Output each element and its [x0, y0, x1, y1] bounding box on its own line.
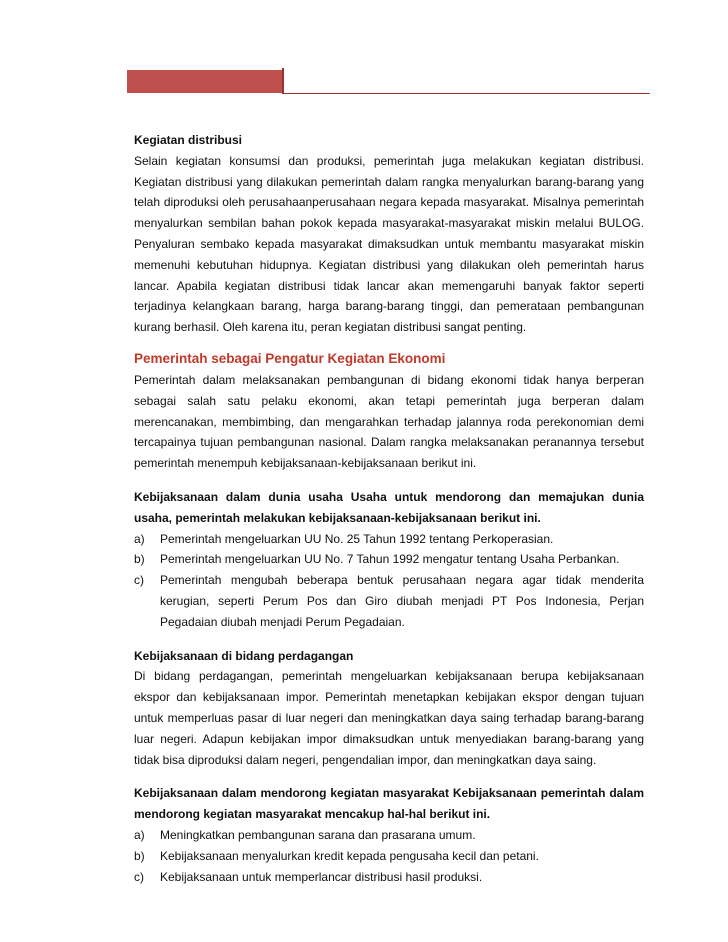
list-item-text: Pemerintah mengeluarkan UU No. 25 Tahun 1992 tentang Perkoperasian. — [160, 531, 554, 546]
section-body-pengatur: Pemerintah dalam melaksanakan pembangunan di bidang ekonomi tidak hanya berperan sebagai salah satu pelaku ekonomi, akan tetapi pemerintah juga berperan dalam merencanakan, membimbing, dan mengarahkan terhadap jalannya roda perekonomian demi tercapainya tujuan pembangunan nasional. Dalam rangka melaksanakan peranannya tersebut pemerintah menempuh kebijaksanaan-kebijaksanaan berikut ini. — [134, 372, 644, 471]
section-body-perdagangan: Di bidang perdagangan, pemerintah mengeluarkan kebijaksanaan berupa kebijaksanaan ekspor dan kebijaksanaan impor. Pemerintah menetapkan kebijakan ekspor dengan tujuan untuk memperluas pasar di luar negeri dan meningkatkan daya saing terhadap barang-barang luar negeri. Adapun kebijakan impor dimaksudkan untuk menyediakan barang-barang yang tidak bisa diproduksi dalam negeri, pengendalian impor, dan meningkatkan daya saing. — [134, 669, 644, 767]
list-item — [134, 867, 644, 888]
section-intro-masyarakat: Kebijaksanaan dalam mendorong kegiatan masyarakat Kebijaksanaan pemerintah dalam mendorong kegiatan masyarakat mencakup hal-hal berikut ini. — [134, 786, 644, 822]
list-marker: c) — [134, 573, 144, 588]
list-marker: b) — [134, 848, 145, 863]
section-title-distribusi: Kegiatan distribusi — [134, 133, 243, 147]
header-accent-divider — [282, 68, 284, 94]
section-title-pengatur: Pemerintah sebagai Pengatur Kegiatan Ekonomi — [134, 350, 446, 366]
section-title-perdagangan: Kebijaksanaan di bidang perdagangan — [134, 648, 354, 663]
list-item-text: Pemerintah mengeluarkan UU No. 7 Tahun 1992 mengatur tentang Usaha Perbankan. — [160, 552, 620, 567]
list-item — [134, 529, 644, 550]
list-marker: c) — [134, 869, 144, 884]
list-item-text: Meningkatkan pembangunan sarana dan prasarana umum. — [160, 827, 476, 842]
list-item — [134, 846, 644, 867]
header-accent-bar — [127, 70, 282, 93]
list-item — [134, 570, 644, 632]
list-marker: b) — [134, 552, 145, 567]
list-item-text: Kebijaksanaan untuk memperlancar distribusi hasil produksi. — [160, 869, 483, 884]
list-item-text: Kebijaksanaan menyalurkan kredit kepada pengusaha kecil dan petani. — [160, 848, 539, 863]
list-marker: a) — [134, 531, 145, 546]
section-intro-dunia-usaha: Kebijaksanaan dalam dunia usaha Usaha untuk mendorong dan memajukan dunia usaha, pemerintah melakukan kebijaksanaan-kebijaksanaan berikut ini. — [134, 489, 644, 525]
list-masyarakat — [134, 825, 644, 887]
header-rule — [284, 93, 650, 94]
document-body — [134, 130, 644, 887]
list-item — [134, 825, 644, 846]
list-marker: a) — [134, 827, 145, 842]
list-item-text: Pemerintah mengubah beberapa bentuk perusahaan negara agar tidak menderita kerugian, seperti Perum Pos dan Giro diubah menjadi PT Pos Indonesia, Perjan Pegadaian diubah menjadi Perum Pegadaian. — [160, 573, 644, 629]
section-body-distribusi: Selain kegiatan konsumsi dan produksi, pemerintah juga melakukan kegiatan distribusi. Kegiatan distribusi yang dilakukan pemerintah dalam rangka menyalurkan barang-barang yang telah diproduksi oleh perusahaanperusahaan negara kepada masyarakat. Misalnya pemerintah menyalurkan sembilan bahan pokok kepada masyarakat-masyarakat miskin melalui BULOG. Penyaluran sembako kepada masyarakat dimaksudkan untuk membantu masyarakat miskin memenuhi kebutuhan hidupnya. Kegiatan distribusi yang dilakukan oleh pemerintah harus lancar. Apabila kegiatan distribusi tidak lancar akan memengaruhi banyak faktor seperti terjadinya kelangkaan barang, harga barang-barang tinggi, dan pemerataan pembangunan kurang berhasil. Oleh karena itu, peran kegiatan distribusi sangat penting. — [134, 153, 644, 335]
list-dunia-usaha — [134, 529, 644, 633]
list-item — [134, 549, 644, 570]
